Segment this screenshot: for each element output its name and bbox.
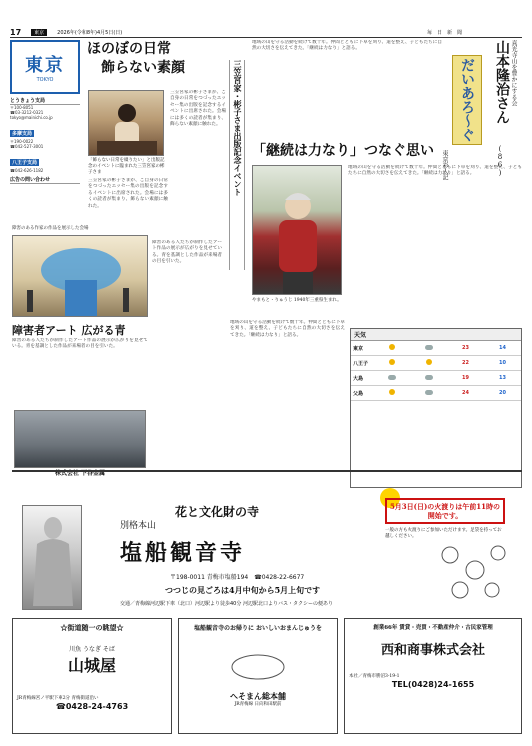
fire-walk-notice: 5月3日(日)の火渡りは午前11時の開始です。 — [385, 498, 505, 524]
sun-icon — [426, 359, 432, 365]
weather-row — [351, 371, 521, 386]
person-name: 山本隆治さん — [494, 40, 510, 124]
temp-high: 22 — [462, 360, 469, 366]
event-photo-caption: 「飾らない日常を綴りたい」と出版記念のイベントに臨まれた三笠宮家の彬子さま — [88, 158, 165, 175]
series-subtitle: 東京彩人記 — [441, 150, 448, 180]
eel-restaurant-ad — [12, 618, 172, 734]
bureau-contact: ☎042-626-1182 — [10, 168, 44, 173]
event-body: 三笠宮家の彬子さまが、ご自身の日常をつづったエッセー集の出版を記念するイベントに出席された。会場には多くの読者が集まり、飾らない素顔に触れた。 — [170, 90, 226, 128]
cloud-icon — [425, 345, 433, 350]
sun-icon — [389, 359, 395, 365]
column-body: 地域の山を守る活動を続けて数十年。仲間とともに下草を刈り、道を整え、子どもたちに自然の大切さを伝えてきた。「継続は力なり」と語る。 — [230, 320, 345, 338]
manju-illustration — [179, 632, 337, 687]
temple-prefix: 別格本山 — [120, 521, 157, 531]
bureau-contact: 〒100-8051 ☎03-3212-0321 tokyo@mainichi.co.jp — [10, 105, 53, 120]
series-logo — [452, 55, 482, 145]
temple-season: つつじの見ごろは4月中旬から5月上旬です — [165, 585, 321, 595]
temple-address: 〒198-0011 青梅市塩船194 ☎0428-22-6677 — [170, 574, 305, 581]
event-body-continued: 三笠宮家の彬子さまが、ご自身の日常をつづったエッセー集の出版を記念するイベントに出席された。会場には多くの読者が集まり、飾らない素顔に触れた。 — [88, 178, 168, 209]
cloud-icon — [425, 390, 433, 395]
weather-city: 大島 — [353, 375, 364, 382]
art-headline: 障害者アート 広がる青 — [12, 324, 126, 337]
art-exhibit-photo — [12, 235, 148, 317]
weather-city: 父島 — [353, 390, 364, 397]
weather-city: 八王子 — [353, 360, 369, 367]
series-title: だいあろ～ぐ — [459, 58, 475, 142]
sun-icon — [389, 344, 395, 350]
temp-low: 20 — [499, 390, 506, 396]
region-title: 東京 — [25, 55, 65, 76]
realestate-ad-head: 創業66年 賃貸・売買・不動産仲介・古民家管理 — [373, 625, 493, 631]
statue-figure — [23, 506, 82, 610]
manju-ad-head: 塩船観音寺のお帰りに おいしいおまんじゅうを — [193, 625, 323, 632]
manju-shop-ad — [178, 618, 338, 734]
fire-walk-notice-sub: 一般の方も火渡りにご参加いただけます。足袋を持ってお越しください。 — [385, 528, 502, 539]
headline-line-1: ほのぼの日常 — [87, 41, 171, 57]
portrait-photo — [252, 165, 342, 295]
person-age: (86) — [496, 145, 504, 177]
event-headline — [87, 40, 237, 78]
temp-low: 13 — [499, 375, 506, 381]
region-masthead — [10, 40, 80, 94]
cloud-icon — [388, 375, 396, 380]
temp-low: 10 — [499, 360, 506, 366]
issue-date: 2026年(令和8年)4月5日(日) — [57, 30, 123, 36]
event-photo — [88, 90, 164, 156]
realestate-ad-name: 西和商事株式会社 — [380, 643, 485, 658]
art-body-continued: 障害のある人たちが制作したアート作品の展示が広がりを見せている。青を基調とした作品が来場者の目を引いた。 — [152, 240, 222, 265]
company-ad-photo — [14, 410, 146, 468]
eel-ad-name: 山城屋 — [67, 656, 116, 675]
manju-ad-address: JR青梅線 日向和田駅前 — [234, 702, 282, 707]
region-subtitle: TOKYO — [36, 77, 54, 83]
art-photo-caption: 障害のある作家の作品を展示した会場 — [12, 226, 89, 231]
realestate-ad-phone: TEL(0428)24-1655 — [391, 680, 475, 689]
weather-city: 東京 — [353, 345, 364, 352]
speaker-figure — [89, 91, 164, 156]
page-header — [10, 28, 522, 38]
eel-ad-head: ☆街道随一の眺望☆ — [60, 623, 124, 632]
profile-body-continued: 地域の山を守る活動を続けて数十年。仲間とともに下草を刈り、道を整え、子どもたちに自然の大切さを伝えてきた。「継続は力なり」と語る。 — [348, 165, 522, 177]
bureau-name: 八王子支局 — [12, 160, 38, 166]
profile-headline: 「継続は力なり」つなぐ思い — [252, 143, 434, 159]
page-number: 17 — [10, 28, 22, 37]
section-tag: 東京 — [31, 29, 47, 36]
realestate-ad-address: 本社／青梅市勝沼3-19-1 — [349, 674, 400, 679]
portrait-caption: やまもと・りゅうじ 1940年三重県生まれ。 — [252, 298, 342, 303]
temp-high: 23 — [462, 345, 469, 351]
exhibit-scene — [13, 236, 148, 317]
eel-ad-address: JR青梅線宮ノ平駅下車2分 青梅街道沿い — [17, 696, 99, 701]
profile-body: 地域の山を守る活動を続けて数十年。仲間とともに下草を刈り、道を整え、子どもたちに自然の大切さを伝えてきた。「継続は力なり」と語る。 — [252, 40, 442, 52]
temple-name: 塩船観音寺 — [120, 540, 246, 566]
temple-access: 交通／青梅線河辺駅下車（北口）河辺駅より徒歩40分 河辺駅北口よりバス・タクシーの便あり — [120, 601, 333, 607]
temp-high: 19 — [462, 375, 469, 381]
kannon-statue-photo — [22, 505, 82, 610]
event-vertical-title: 三笠宮家・彬子さま出版記念イベント — [229, 60, 245, 270]
headline-line-2: 飾らない素顔 — [101, 60, 185, 76]
ads-contact-label: 広告の問い合わせ — [10, 176, 80, 184]
manju-ad-name: へそまん総本舗 — [230, 691, 286, 701]
weather-panel — [350, 328, 522, 488]
art-body: 障害のある人たちが制作したアート作品の展示が広がりを見せている。青を基調とした作品が来場者の目を引いた。 — [12, 338, 148, 350]
weather-title: 天気 — [351, 329, 521, 341]
real-estate-ad — [344, 618, 522, 734]
temp-high: 24 — [462, 390, 469, 396]
bureau-contact: 〒190-0022 ☎042-527-3001 — [10, 139, 44, 149]
sun-icon — [389, 389, 395, 395]
temple-tagline: 花と文化財の寺 — [175, 505, 260, 519]
eel-ad-phone: ☎0428-24-4763 — [55, 702, 129, 711]
paper-name: 毎 日 新 聞 — [426, 30, 462, 36]
azalea-illustration — [430, 535, 515, 605]
company-ad-name: 株式会社 下谷金属 — [54, 470, 106, 477]
portrait-figure — [253, 166, 342, 295]
bureau-name: 多摩支局 — [12, 131, 33, 137]
weather-row — [351, 356, 521, 371]
weather-row — [351, 386, 521, 401]
temp-low: 14 — [499, 345, 506, 351]
cloud-icon — [425, 375, 433, 380]
bureau-name: とうきょう支局 — [10, 97, 80, 105]
weather-row — [351, 341, 521, 356]
person-role: 真光寺山を豊かにする会 — [510, 40, 517, 106]
eel-ad-sub: 川魚 うなぎ そば — [69, 646, 115, 653]
